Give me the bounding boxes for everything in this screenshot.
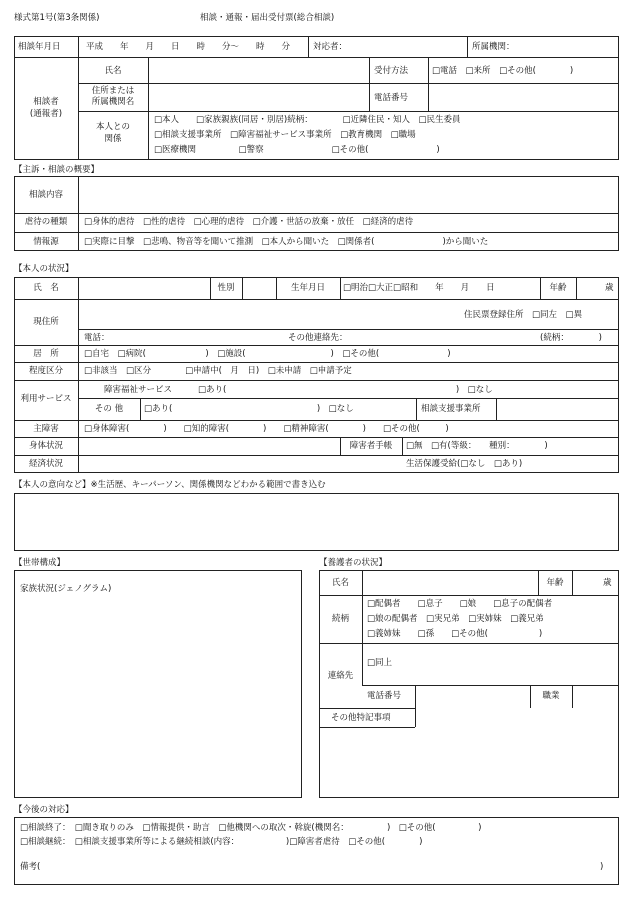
section-intention: 【本人の意向など】※生活歴、キーパーソン、関係機関などわかる範囲で書き込む	[14, 480, 326, 490]
level-options[interactable]: □非該当 □区分 □申請中( 月 日) □未申請 □申請予定	[84, 366, 352, 376]
caregiver-relation-line-2[interactable]: □娘の配偶者 □実兄弟 □実姉妹 □義兄弟	[367, 614, 544, 624]
form-title: 相談・通報・届出受付票(総合相談)	[200, 13, 335, 23]
label-caregiver-name: 氏名	[331, 578, 349, 588]
method-options[interactable]: □電話 □来所 □その他( )	[432, 66, 574, 76]
section-household: 【世帯構成】	[14, 558, 66, 568]
label-source: 情報源	[33, 237, 59, 247]
label-support-office: 相談支援事業所	[421, 404, 481, 414]
label-physical: 身体状況	[28, 441, 63, 451]
label-contact-relation: (続柄： )	[540, 333, 602, 343]
relation-line-1[interactable]: □本人 □家族親族(同居・別居)続柄： □近隣住民・知人 □民生委員	[154, 115, 461, 125]
label-welfare-service: 障害福祉サービス	[104, 385, 173, 395]
birth-options[interactable]: □明治□大正□昭和 年 月 日	[343, 283, 495, 293]
caregiver-relation-line-1[interactable]: □配偶者 □息子 □娘 □息子の配偶者	[367, 599, 553, 609]
label-main-disability: 主障害	[33, 424, 59, 434]
label-receiver: 対応者：	[313, 42, 348, 52]
label-caregiver-age: 年齢	[546, 578, 564, 588]
label-genogram: 家族状況(ジェノグラム)	[20, 584, 112, 594]
label-other-service: その 他	[94, 404, 124, 414]
label-caregiver-relation: 続柄	[331, 614, 349, 624]
relation-line-3[interactable]: □医療機関 □警察 □その他( )	[154, 145, 440, 155]
intention-box[interactable]	[14, 493, 619, 551]
label-caregiver-phone: 電話番号	[367, 691, 402, 701]
label-remarks: 備考(	[20, 862, 41, 872]
welfare-receipt-options[interactable]: 生活保護受給(□なし □あり)	[406, 459, 523, 469]
abuse-options[interactable]: □身体的虐待 □性的虐待 □心理的虐待 □介護・世話の放棄・放任 □経済的虐待	[84, 217, 414, 227]
label-phone: 電話：	[84, 333, 110, 343]
label-person-name: 氏 名	[33, 283, 59, 293]
label-reporter-phone: 電話番号	[374, 93, 409, 103]
residence-options[interactable]: □自宅 □病院( ) □施設( ) □その他( )	[84, 349, 451, 359]
label-other-contact: その他連絡先：	[288, 333, 348, 343]
label-method: 受付方法	[374, 66, 409, 76]
section-caregiver: 【養護者の状況】	[319, 558, 388, 568]
form-number: 様式第1号(第3条関係)	[14, 13, 100, 23]
household-box[interactable]	[14, 570, 302, 798]
label-handbook: 障害者手帳	[349, 441, 393, 451]
label-reporter-address: 住所または 所属機関名	[91, 86, 135, 107]
label-birth: 生年月日	[290, 283, 325, 293]
other-service-options[interactable]: □あり( ) □なし	[144, 404, 354, 414]
future-line-1[interactable]: □相談終了： □聞き取りのみ □情報提供・助言 □他機関への取次・斡旋(機関名： ) □その他( )	[20, 823, 482, 833]
consult-date-field[interactable]: 平成 年 月 日 時 分〜 時 分	[86, 42, 291, 52]
label-relation: 本人との 関係	[95, 122, 130, 144]
welfare-options[interactable]: □あり( ) □なし	[198, 385, 493, 395]
label-consult-date: 相談年月日	[18, 42, 61, 52]
label-sex: 性別	[217, 283, 235, 293]
relation-line-2[interactable]: □相談支援事業所 □障害福祉サービス事業所 □教育機関 □職場	[154, 130, 416, 140]
label-caregiver-contact: 連絡先	[327, 671, 354, 681]
label-org: 所属機関：	[472, 42, 515, 52]
label-current-address: 現住所	[33, 317, 59, 327]
label-abuse-type: 虐待の種類	[24, 217, 68, 227]
label-caregiver-notes: その他特記事項	[331, 713, 391, 723]
label-level: 程度区分	[28, 366, 63, 376]
label-services: 利用サービス	[20, 394, 72, 404]
handbook-options[interactable]: □無 □有(等級： 種別： )	[406, 441, 548, 451]
caregiver-relation-line-3[interactable]: □義姉妹 □孫 □その他( )	[367, 629, 543, 639]
future-line-2[interactable]: □相談継続： □相談支援事業所等による継続相談(内容： )□障害者虐待 □その他( )	[20, 837, 423, 847]
section-future: 【今後の対応】	[14, 805, 74, 815]
caregiver-age-unit: 歳	[603, 578, 612, 588]
source-options[interactable]: □実際に目撃 □悲鳴、物音等を聞いて推測 □本人から聞いた □関係者( )から聞いた	[84, 237, 489, 247]
label-content: 相談内容	[28, 190, 63, 200]
remarks-close: )	[600, 862, 604, 872]
label-reporter: 相談者 (通報者)	[29, 97, 63, 119]
age-unit: 歳	[605, 283, 614, 293]
section-person: 【本人の状況】	[14, 264, 74, 274]
label-caregiver-job: 職業	[542, 691, 560, 701]
section-summary: 【主訴・相談の概要】	[14, 165, 100, 175]
disability-options[interactable]: □身体障害( ) □知的障害( ) □精神障害( ) □その他( )	[84, 424, 449, 434]
caregiver-same-above[interactable]: □同上	[367, 658, 393, 668]
label-reporter-name: 氏名	[104, 66, 122, 76]
resident-registration[interactable]: 住民票登録住所 □同左 □異	[464, 310, 583, 320]
label-residence: 居 所	[33, 349, 59, 359]
label-age: 年齢	[549, 283, 567, 293]
label-economy: 経済状況	[28, 459, 63, 469]
